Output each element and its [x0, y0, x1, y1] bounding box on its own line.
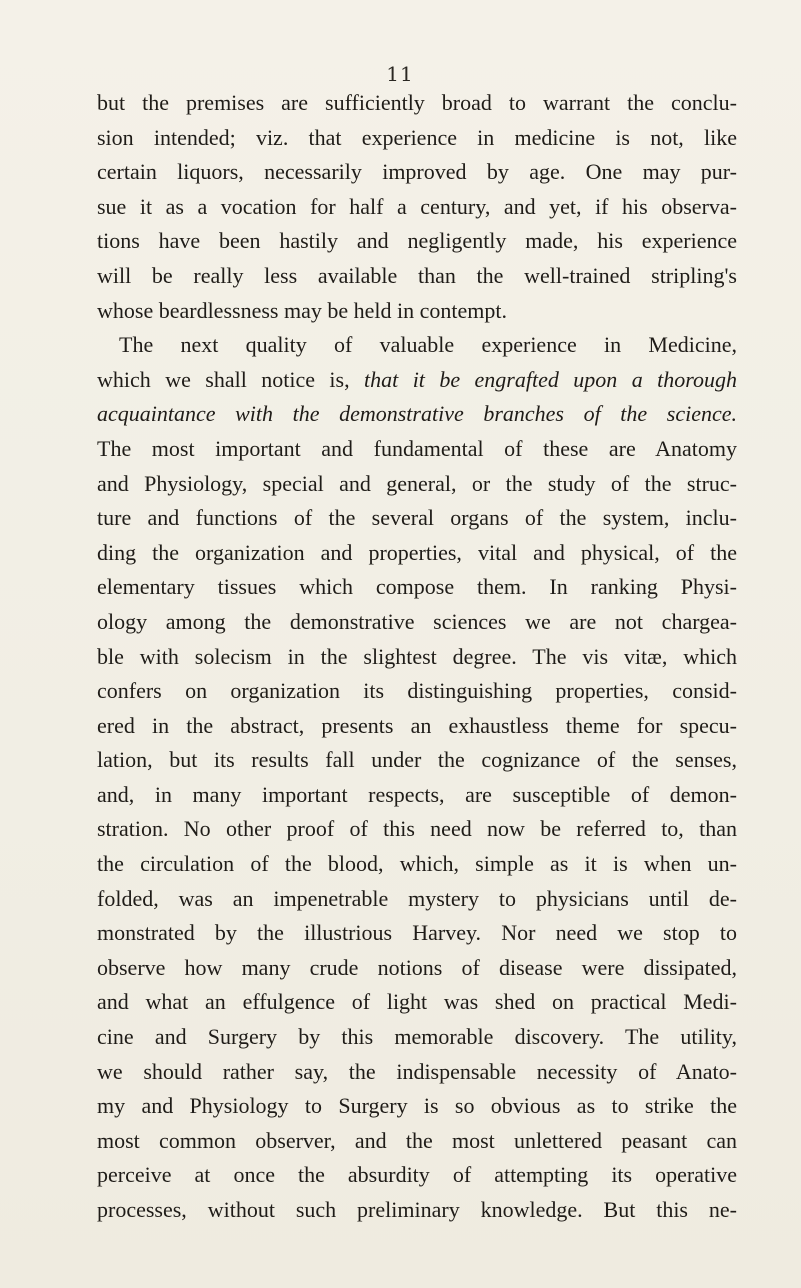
text-line: but the premises are sufficiently broad to warrant the conclu-: [97, 90, 737, 115]
text-fragment: which we shall notice is,: [97, 366, 365, 392]
text-line: folded, was an impenetrable mystery to physicians until de-: [97, 885, 737, 911]
text-line: and what an effulgence of light was shed on practical Medi-: [97, 989, 737, 1015]
text-line: processes, without such preliminary knowledge. But this ne-: [97, 1197, 737, 1222]
text-line: sion intended; viz. that experience in medicine is not, like: [97, 124, 737, 150]
text-line: ered in the abstract, presents an exhaustless theme for specu-: [97, 712, 737, 738]
text-line: we should rather say, the indispensable necessity of Anato-: [97, 1058, 737, 1084]
body-text: [97, 86, 737, 1228]
italic-phrase: that it be engrafted upon a thorough: [364, 366, 737, 392]
text-line-with-italic: [97, 363, 737, 398]
page-number: 11: [386, 62, 414, 86]
text-line: lation, but its results fall under the cognizance of the senses,: [97, 747, 737, 773]
text-line: observe how many crude notions of disease were dissipated,: [97, 954, 737, 980]
text-line: certain liquors, necessarily improved by age. One may pur-: [97, 159, 737, 185]
text-line: stration. No other proof of this need now be referred to, than: [97, 816, 737, 842]
text-line: ology among the demonstrative sciences we are not chargea-: [97, 608, 737, 634]
text-line: ding the organization and properties, vital and physical, of the: [97, 539, 737, 565]
text-line: most common observer, and the most unlettered peasant can: [97, 1127, 737, 1153]
text-line: will be really less available than the well-trained stripling's: [97, 262, 737, 288]
text-line: perceive at once the absurdity of attempting its operative: [97, 1162, 737, 1188]
italic-line: [97, 397, 737, 432]
text-line: elementary tissues which compose them. In ranking Physi-: [97, 574, 737, 600]
text-line: and Physiology, special and general, or the study of the struc-: [97, 470, 737, 496]
text-line: ture and functions of the several organs of the system, inclu-: [97, 505, 737, 531]
text-line: The most important and fundamental of these are Anatomy: [97, 435, 737, 461]
text-line: and, in many important respects, are susceptible of demon-: [97, 781, 737, 807]
text-line: whose beardlessness may be held in contempt.: [97, 297, 507, 323]
italic-phrase: acquaintance with the demonstrative branches of the science.: [97, 401, 737, 427]
text-line: The next quality of valuable experience in Medicine,: [119, 332, 737, 358]
text-line: the circulation of the blood, which, simple as it is when un-: [97, 851, 737, 877]
text-line: sue it as a vocation for half a century, and yet, if his observa-: [97, 193, 737, 219]
text-line: cine and Surgery by this memorable discovery. The utility,: [97, 1024, 737, 1050]
text-line: ble with solecism in the slightest degree. The vis vitæ, which: [97, 643, 737, 669]
text-line: monstrated by the illustrious Harvey. Nor need we stop to: [97, 920, 737, 946]
text-line: confers on organization its distinguishing properties, consid-: [97, 678, 737, 704]
text-line: my and Physiology to Surgery is so obvious as to strike the: [97, 1093, 737, 1119]
text-line: tions have been hastily and negligently made, his experience: [97, 228, 737, 254]
